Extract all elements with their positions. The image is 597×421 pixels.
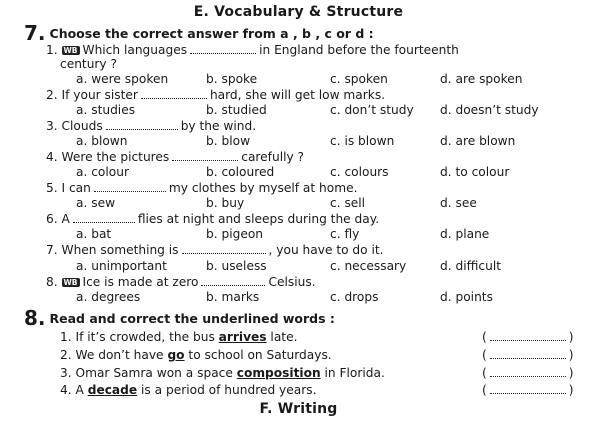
- option-d[interactable]: d. are spoken: [440, 72, 523, 86]
- item-text-a: Ice is made at zero: [82, 275, 199, 289]
- q8-item-3: 3. Omar Samra won a space composition in Florida.: [60, 366, 385, 380]
- q7-item-3: [46, 119, 256, 133]
- option-b[interactable]: b. pigeon: [206, 227, 264, 241]
- option-a[interactable]: a. sew: [76, 196, 116, 210]
- correction-field-2[interactable]: ( ): [482, 348, 574, 362]
- q7-item-5: [46, 181, 357, 195]
- option-a[interactable]: a. were spoken: [76, 72, 169, 86]
- option-b[interactable]: b. buy: [206, 196, 245, 210]
- underlined-word: go: [167, 348, 185, 362]
- option-c[interactable]: c. colours: [330, 165, 389, 179]
- q8-item-1: 1. If it’s crowded, the bus arrives late.: [60, 330, 298, 344]
- option-c[interactable]: c. don’t study: [330, 103, 414, 117]
- option-b[interactable]: b. marks: [206, 290, 260, 304]
- answer-blank[interactable]: [141, 88, 207, 99]
- q7-item-8: [46, 275, 316, 289]
- q7-item-1: [46, 43, 459, 57]
- item-text-a: I can: [61, 181, 91, 195]
- option-c[interactable]: c. spoken: [330, 72, 388, 86]
- q7-item-4: [46, 150, 304, 164]
- option-d[interactable]: d. are blown: [440, 134, 516, 148]
- q7-heading: [24, 21, 374, 45]
- option-a[interactable]: a. degrees: [76, 290, 141, 304]
- answer-blank[interactable]: [94, 181, 166, 192]
- item-text-b: , you have to do it.: [268, 243, 384, 257]
- section-e-title: E. Vocabulary & Structure: [193, 4, 404, 20]
- option-a[interactable]: a. bat: [76, 227, 112, 241]
- item-text-a: If your sister: [61, 88, 138, 102]
- option-c[interactable]: c. sell: [330, 196, 366, 210]
- answer-blank[interactable]: [190, 43, 256, 54]
- correction-blank[interactable]: [490, 330, 566, 341]
- item-number: 3.: [46, 119, 58, 133]
- option-a[interactable]: a. blown: [76, 134, 128, 148]
- item-text-a: Clouds: [61, 119, 103, 133]
- q7-instruction: Choose the correct answer from a , b , c or d :: [49, 26, 374, 41]
- answer-blank[interactable]: [201, 275, 265, 286]
- workbook-badge-icon: WB: [63, 278, 78, 287]
- q8-instruction: Read and correct the underlined words :: [49, 311, 335, 326]
- answer-blank[interactable]: [182, 243, 266, 254]
- item-text-b: hard, she will get low marks.: [209, 88, 386, 102]
- q8-heading: [24, 306, 335, 330]
- item-number: 8.: [46, 275, 58, 289]
- item-text-b: my clothes by myself at home.: [168, 181, 358, 195]
- option-a[interactable]: a. colour: [76, 165, 129, 179]
- option-d[interactable]: d. points: [440, 290, 493, 304]
- correction-field-1[interactable]: ( ): [482, 330, 574, 344]
- q7-item-2: [46, 88, 385, 102]
- option-c[interactable]: c. is blown: [330, 134, 395, 148]
- option-c[interactable]: c. fly: [330, 227, 360, 241]
- workbook-badge-icon: WB: [63, 46, 78, 55]
- item-number: 5.: [46, 181, 58, 195]
- q7-item-6: [46, 212, 379, 226]
- underlined-word: arrives: [218, 330, 267, 344]
- underlined-word: composition: [236, 366, 321, 380]
- underlined-word: decade: [87, 383, 138, 397]
- correction-blank[interactable]: [490, 366, 566, 377]
- item-text-a: Which languages: [82, 43, 188, 57]
- q7-number: 7.: [24, 21, 46, 45]
- answer-blank[interactable]: [172, 150, 238, 161]
- correction-blank[interactable]: [490, 383, 566, 394]
- option-d[interactable]: d. difficult: [440, 259, 501, 273]
- item-text-b: by the wind.: [180, 119, 257, 133]
- q8-number: 8.: [24, 306, 46, 330]
- item-number: 7.: [46, 243, 58, 257]
- option-b[interactable]: b. coloured: [206, 165, 275, 179]
- option-d[interactable]: d. doesn’t study: [440, 103, 539, 117]
- correction-field-4[interactable]: ( ): [482, 383, 574, 397]
- item-text-a: A: [61, 212, 70, 226]
- item-text-a: Were the pictures: [61, 150, 170, 164]
- section-f-title: F. Writing: [259, 401, 338, 417]
- item-number: 2.: [46, 88, 58, 102]
- q7-item-7: [46, 243, 384, 257]
- option-d[interactable]: d. to colour: [440, 165, 510, 179]
- option-a[interactable]: a. studies: [76, 103, 136, 117]
- answer-blank[interactable]: [106, 119, 178, 130]
- option-c[interactable]: c. necessary: [330, 259, 407, 273]
- option-b[interactable]: b. studied: [206, 103, 267, 117]
- option-a[interactable]: a. unimportant: [76, 259, 167, 273]
- q7-item-1-cont: century ?: [60, 57, 117, 71]
- item-number: 6.: [46, 212, 58, 226]
- option-c[interactable]: c. drops: [330, 290, 379, 304]
- item-number: 4.: [46, 150, 58, 164]
- item-text-b: in England before the fourteenth: [259, 43, 459, 57]
- correction-field-3[interactable]: ( ): [482, 366, 574, 380]
- option-b[interactable]: b. blow: [206, 134, 251, 148]
- item-text-b: Celsius.: [268, 275, 316, 289]
- item-number: 1.: [46, 43, 58, 57]
- correction-blank[interactable]: [490, 348, 566, 359]
- option-b[interactable]: b. spoke: [206, 72, 258, 86]
- item-text-b: flies at night and sleeps during the day.: [137, 212, 380, 226]
- item-text-a: When something is: [61, 243, 179, 257]
- q8-item-2: 2. We don’t have go to school on Saturdays.: [60, 348, 332, 362]
- option-d[interactable]: d. see: [440, 196, 477, 210]
- q8-item-4: 4. A decade is a period of hundred years.: [60, 383, 317, 397]
- answer-blank[interactable]: [73, 212, 135, 223]
- item-text-b: carefully ?: [241, 150, 305, 164]
- option-b[interactable]: b. useless: [206, 259, 267, 273]
- option-d[interactable]: d. plane: [440, 227, 490, 241]
